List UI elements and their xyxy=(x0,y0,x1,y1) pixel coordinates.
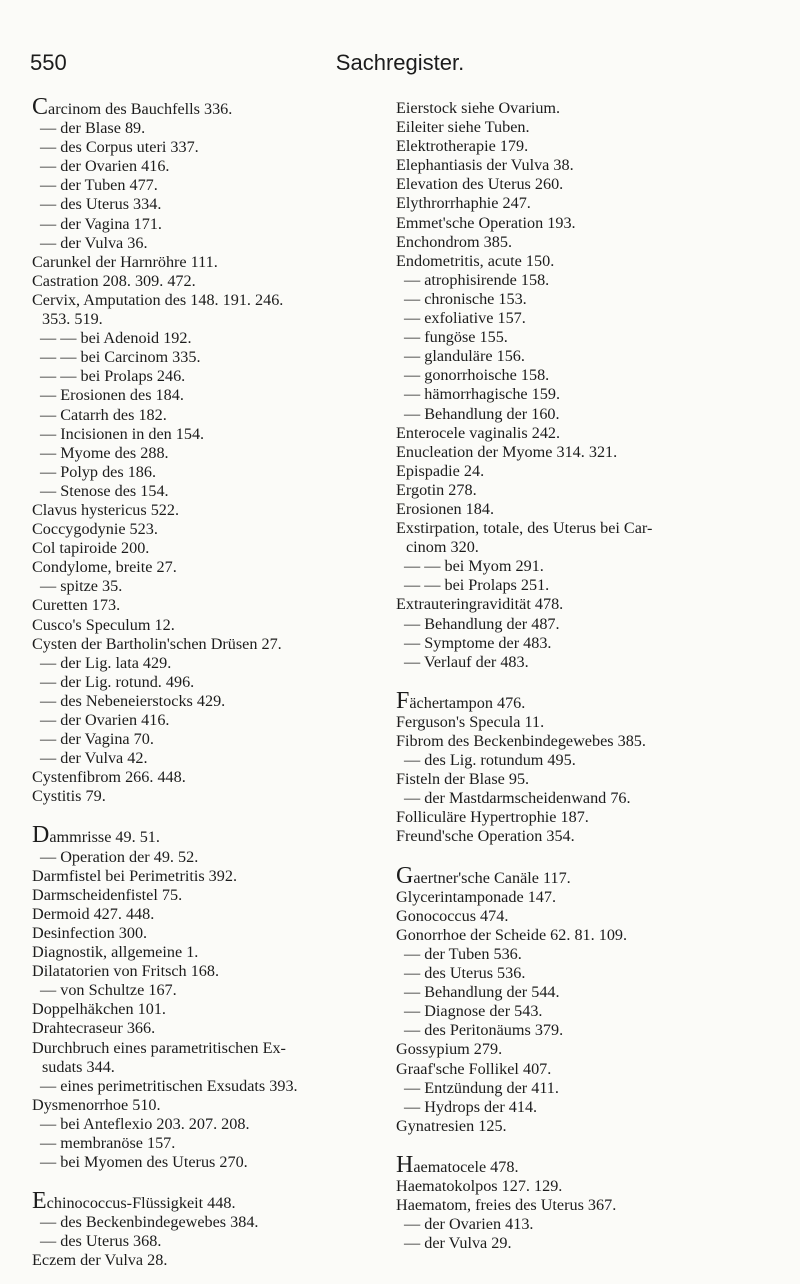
index-entry: Clavus hystericus 522. xyxy=(32,500,180,519)
index-entry: Doppelhäkchen 101. xyxy=(32,1000,166,1019)
index-entry: — Stenose des 154. xyxy=(40,481,169,500)
index-section-entry: Gaertner'sche Canäle 117. xyxy=(396,862,571,889)
index-entry: — der Blase 89. xyxy=(40,119,146,138)
index-entry: — des Peritonäums 379. xyxy=(404,1021,564,1040)
index-entry: — Hydrops der 414. xyxy=(404,1097,538,1116)
index-entry: Elythrorrhaphie 247. xyxy=(396,194,531,213)
index-entry: Glycerintamponade 147. xyxy=(396,887,557,906)
index-entry: Cysten der Bartholin'schen Drüsen 27. xyxy=(32,634,282,653)
index-entry: cinom 320. xyxy=(406,538,479,557)
index-entry: Dilatatorien von Fritsch 168. xyxy=(32,962,220,981)
index-entry: Dysmenorrhoe 510. xyxy=(32,1095,161,1114)
index-entry: — der Tuben 477. xyxy=(40,176,158,195)
index-entry: — der Mastdarmscheidenwand 76. xyxy=(404,789,631,808)
index-entry: Ergotin 278. xyxy=(396,480,477,499)
index-entry: Fisteln der Blase 95. xyxy=(396,770,530,789)
index-entry: — der Vagina 70. xyxy=(40,730,154,749)
index-entry: Condylome, breite 27. xyxy=(32,558,177,577)
index-entry: — Catarrh des 182. xyxy=(40,405,167,424)
index-section-entry: Fächertampon 476. xyxy=(396,687,526,714)
index-entry: — Entzündung der 411. xyxy=(404,1078,559,1097)
index-entry: — bei Myomen des Uterus 270. xyxy=(40,1153,248,1172)
index-entry: — des Lig. rotundum 495. xyxy=(404,751,576,770)
index-entry: Freund'sche Operation 354. xyxy=(396,827,575,846)
index-entry: Elevation des Uterus 260. xyxy=(396,175,564,194)
index-section-entry: Echinococcus-Flüssigkeit 448. xyxy=(32,1188,236,1215)
index-entry: — Incisionen in den 154. xyxy=(40,424,205,443)
index-entry: — Behandlung der 487. xyxy=(404,614,560,633)
index-entry: — gonorrhoische 158. xyxy=(404,366,550,385)
index-entry: Gossypium 279. xyxy=(396,1040,503,1059)
index-entry: — der Vulva 29. xyxy=(404,1234,512,1253)
index-entry: Elektrotherapie 179. xyxy=(396,137,529,156)
index-entry: — der Vagina 171. xyxy=(40,214,162,233)
index-entry: — chronische 153. xyxy=(404,289,527,308)
index-entry: — membranöse 157. xyxy=(40,1133,176,1152)
index-entry: Enterocele vaginalis 242. xyxy=(396,423,561,442)
index-entry: Cusco's Speculum 12. xyxy=(32,615,175,634)
index-entry: Dermoid 427. 448. xyxy=(32,904,155,923)
index-entry: Erosionen 184. xyxy=(396,499,495,518)
index-entry: — Diagnose der 543. xyxy=(404,1002,543,1021)
index-entry: Folliculäre Hypertrophie 187. xyxy=(396,808,589,827)
index-entry: — der Ovarien 416. xyxy=(40,711,170,729)
index-entry: Ferguson's Specula 11. xyxy=(396,712,545,731)
index-entry: Gynatresien 125. xyxy=(396,1116,507,1135)
index-entry: — des Uterus 334. xyxy=(40,195,162,214)
index-entry: — — bei Myom 291. xyxy=(404,557,544,576)
index-column-left xyxy=(32,94,377,1271)
index-section-entry: Dammrisse 49. 51. xyxy=(32,822,160,849)
index-entry: — Operation der 49. 52. xyxy=(40,847,199,866)
index-entry: — Symptome der 483. xyxy=(404,633,552,652)
index-entry: Epispadie 24. xyxy=(396,461,485,480)
index-entry: — des Uterus 536. xyxy=(404,964,526,983)
index-entry: — des Uterus 368. xyxy=(40,1232,162,1251)
section-gap xyxy=(396,1136,771,1157)
index-entry: — exfoliative 157. xyxy=(404,309,526,328)
index-entry: — glanduläre 156. xyxy=(404,347,525,366)
index-entry: Darmfistel bei Perimetritis 392. xyxy=(32,866,237,885)
index-entry: — hämorrhagische 159. xyxy=(404,385,560,404)
index-entry: Coccygodynie 523. xyxy=(32,520,158,539)
index-entry: — — bei Prolaps 251. xyxy=(404,576,550,595)
index-entry: Graaf'sche Follikel 407. xyxy=(396,1059,552,1078)
page-number: 550 xyxy=(30,50,67,75)
page-header xyxy=(30,50,770,80)
running-head: Sachregister. xyxy=(335,50,465,75)
index-entry: sudats 344. xyxy=(42,1057,115,1076)
index-column-right xyxy=(396,99,771,1253)
index-entry: — von Schultze 167. xyxy=(40,981,177,1000)
index-entry: — bei Anteflexio 203. 207. 208. xyxy=(40,1114,250,1133)
index-entry: Curetten 173. xyxy=(32,596,121,615)
index-entry: Carunkel der Harnröhre 111. xyxy=(32,252,218,271)
index-entry: — Myome des 288. xyxy=(40,443,169,462)
section-gap xyxy=(396,847,771,868)
index-entry: Haematokolpos 127. 129. xyxy=(396,1176,563,1195)
index-entry: — fungöse 155. xyxy=(404,328,508,347)
index-section-entry: Carcinom des Bauchfells 336. xyxy=(32,94,233,120)
index-entry: Elephantiasis der Vulva 38. xyxy=(396,156,574,175)
index-entry: — — bei Carcinom 335. xyxy=(40,348,201,367)
index-entry: — eines perimetritischen Exsudats 393. xyxy=(40,1076,298,1095)
index-entry: Extrauteringravidität 478. xyxy=(396,595,564,614)
index-entry: — der Ovarien 413. xyxy=(404,1215,534,1234)
index-entry: Desinfection 300. xyxy=(32,923,148,942)
index-entry: Eczem der Vulva 28. xyxy=(32,1251,168,1270)
index-entry: — — bei Adenoid 192. xyxy=(40,329,192,348)
index-entry: Gonorrhoe der Scheide 62. 81. 109. xyxy=(396,925,628,944)
index-entry: — atrophisirende 158. xyxy=(404,270,550,289)
index-entry: Enucleation der Myome 314. 321. xyxy=(396,442,618,461)
section-gap xyxy=(32,806,377,827)
index-entry: — Verlauf der 483. xyxy=(404,652,529,671)
index-entry: Endometritis, acute 150. xyxy=(396,251,555,270)
index-entry: Exstirpation, totale, des Uterus bei Car- xyxy=(396,519,653,538)
index-entry: Emmet'sche Operation 193. xyxy=(396,213,576,232)
index-entry: Enchondrom 385. xyxy=(396,232,512,251)
index-entry: — des Nebeneierstocks 429. xyxy=(40,691,226,710)
index-entry: Haematom, freies des Uterus 367. xyxy=(396,1196,617,1215)
index-entry: Diagnostik, allgemeine 1. xyxy=(32,943,199,962)
index-entry: Col tapiroide 200. xyxy=(32,539,150,558)
index-entry: — der Lig. rotund. 496. xyxy=(40,672,195,691)
index-entry: — der Tuben 536. xyxy=(404,944,522,963)
index-entry: — Behandlung der 160. xyxy=(404,404,560,423)
index-entry: — des Beckenbindegewebes 384. xyxy=(40,1213,259,1232)
index-entry: — — bei Prolaps 246. xyxy=(40,367,186,386)
section-gap xyxy=(32,1172,377,1193)
index-entry: — der Vulva 36. xyxy=(40,233,148,252)
index-entry: Eileiter siehe Tuben. xyxy=(396,118,530,137)
section-gap xyxy=(396,672,771,693)
index-section-entry: Haematocele 478. xyxy=(396,1151,519,1178)
index-entry: Durchbruch eines parametritischen Ex- xyxy=(32,1038,286,1057)
index-entry: Cervix, Amputation des 148. 191. 246. xyxy=(32,290,284,309)
index-entry: — der Ovarien 416. xyxy=(40,157,170,176)
index-entry: Darmscheidenfistel 75. xyxy=(32,885,183,904)
index-entry: Eierstock siehe Ovarium. xyxy=(396,99,561,117)
index-entry: Castration 208. 309. 472. xyxy=(32,271,196,290)
index-entry: 353. 519. xyxy=(42,310,103,329)
index-entry: — des Corpus uteri 337. xyxy=(40,138,199,157)
index-entry: — Polyp des 186. xyxy=(40,462,157,481)
index-entry: Cystenfibrom 266. 448. xyxy=(32,768,186,787)
index-entry: — Erosionen des 184. xyxy=(40,386,184,405)
index-entry: Fibrom des Beckenbindegewebes 385. xyxy=(396,732,646,750)
index-entry: — der Vulva 42. xyxy=(40,749,148,768)
index-entry: — spitze 35. xyxy=(40,577,123,596)
index-entry: Drahtecraseur 366. xyxy=(32,1019,156,1038)
index-entry: — der Lig. lata 429. xyxy=(40,653,172,672)
index-entry: — Behandlung der 544. xyxy=(404,983,560,1002)
index-entry: Gonococcus 474. xyxy=(396,906,509,925)
index-entry: Cystitis 79. xyxy=(32,787,106,806)
